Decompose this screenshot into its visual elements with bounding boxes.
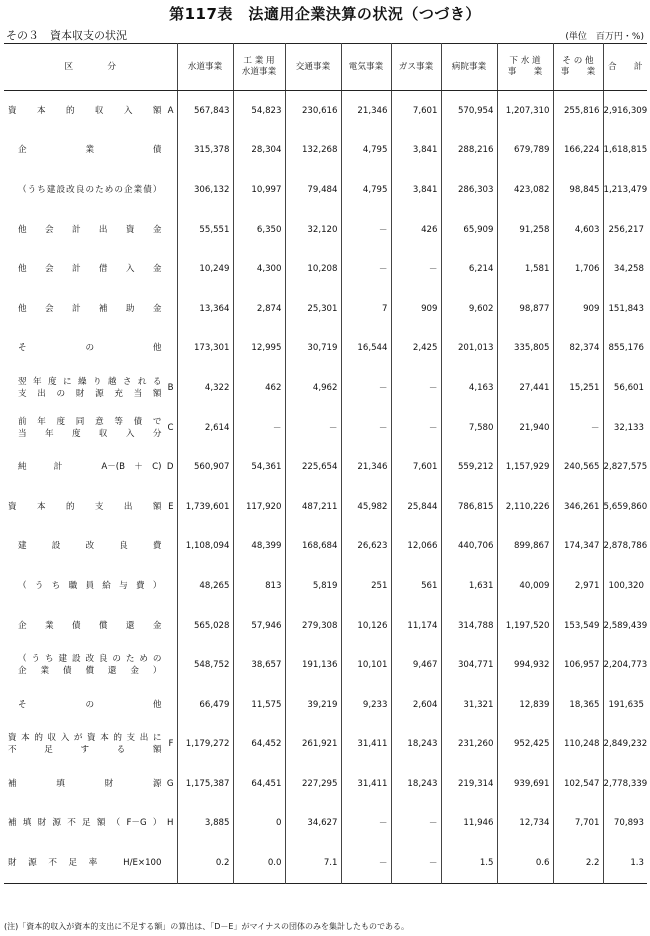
value-cell: 166,224 bbox=[553, 131, 603, 171]
value-cell: 1,179,272 bbox=[177, 725, 233, 765]
row-label bbox=[4, 764, 177, 804]
table-header-row bbox=[4, 44, 647, 91]
table-body bbox=[4, 91, 647, 884]
table-row bbox=[4, 249, 647, 289]
row-label-text: （うち建設改良のための企業債） bbox=[18, 184, 162, 195]
value-cell: 98,877 bbox=[497, 289, 553, 329]
value-cell: 201,013 bbox=[441, 329, 497, 369]
value-cell: 314,788 bbox=[441, 606, 497, 646]
row-label bbox=[4, 685, 177, 725]
row-label bbox=[4, 249, 177, 289]
value-cell: 1,631 bbox=[441, 566, 497, 606]
value-cell: 191,136 bbox=[285, 645, 341, 685]
table-row bbox=[4, 606, 647, 646]
header-column: 工 業 用 水道事業 bbox=[233, 44, 285, 91]
value-cell: － bbox=[391, 249, 441, 289]
value-cell: 565,028 bbox=[177, 606, 233, 646]
value-cell: 153,549 bbox=[553, 606, 603, 646]
value-cell: 2,589,439 bbox=[603, 606, 647, 646]
value-cell: 2,878,786 bbox=[603, 527, 647, 567]
value-cell: 57,946 bbox=[233, 606, 285, 646]
value-cell: 346,261 bbox=[553, 487, 603, 527]
value-cell: 261,921 bbox=[285, 725, 341, 765]
value-cell: 567,843 bbox=[177, 91, 233, 131]
value-cell: 55,551 bbox=[177, 210, 233, 250]
row-label bbox=[4, 447, 177, 487]
row-code: E bbox=[168, 501, 174, 512]
value-cell: 225,654 bbox=[285, 447, 341, 487]
row-label-text: 資 本 的 収 入 額 bbox=[8, 105, 162, 116]
row-code: H bbox=[167, 818, 174, 829]
value-cell: － bbox=[341, 368, 391, 408]
row-label-text: そ の 他 bbox=[18, 343, 162, 354]
value-cell: 286,303 bbox=[441, 170, 497, 210]
table-row bbox=[4, 329, 647, 369]
value-cell: 2.2 bbox=[553, 843, 603, 883]
value-cell: 2,204,773 bbox=[603, 645, 647, 685]
value-cell: 48,265 bbox=[177, 566, 233, 606]
value-cell: 34,258 bbox=[603, 249, 647, 289]
value-cell: 7,601 bbox=[391, 447, 441, 487]
row-label bbox=[4, 843, 177, 883]
value-cell: 1,175,387 bbox=[177, 764, 233, 804]
value-cell: 4,163 bbox=[441, 368, 497, 408]
value-cell: 7,601 bbox=[391, 91, 441, 131]
value-cell: － bbox=[341, 843, 391, 883]
value-cell: － bbox=[341, 804, 391, 844]
value-cell: 11,575 bbox=[233, 685, 285, 725]
value-cell: 5,819 bbox=[285, 566, 341, 606]
value-cell: 34,627 bbox=[285, 804, 341, 844]
row-label-text: 翌年度に繰り越される bbox=[18, 376, 162, 387]
table-row bbox=[4, 447, 647, 487]
table-row bbox=[4, 725, 647, 765]
value-cell: 306,132 bbox=[177, 170, 233, 210]
value-cell: 6,214 bbox=[441, 249, 497, 289]
row-code: C bbox=[167, 422, 174, 433]
value-cell: － bbox=[391, 843, 441, 883]
value-cell: 10,101 bbox=[341, 645, 391, 685]
value-cell: 0.2 bbox=[177, 843, 233, 883]
value-cell: 256,217 bbox=[603, 210, 647, 250]
value-cell: 32,120 bbox=[285, 210, 341, 250]
value-cell: 1,213,479 bbox=[603, 170, 647, 210]
value-cell: 18,365 bbox=[553, 685, 603, 725]
value-cell: 13,364 bbox=[177, 289, 233, 329]
value-cell: 1,108,094 bbox=[177, 527, 233, 567]
value-cell: 786,815 bbox=[441, 487, 497, 527]
row-label-text: 補填財源不足額（F－G） bbox=[8, 818, 162, 829]
footnote: (注)「資本的収入が資本的支出に不足する額」の算出は、「D－E」がマイナスの団体のみを集計したものである。 bbox=[4, 922, 409, 931]
value-cell: 11,946 bbox=[441, 804, 497, 844]
row-code: A bbox=[167, 105, 174, 116]
table-row bbox=[4, 91, 647, 131]
value-cell: 21,940 bbox=[497, 408, 553, 448]
value-cell: － bbox=[391, 408, 441, 448]
value-cell: 31,321 bbox=[441, 685, 497, 725]
value-cell: 102,547 bbox=[553, 764, 603, 804]
value-cell: 70,893 bbox=[603, 804, 647, 844]
value-cell: 2,916,309 bbox=[603, 91, 647, 131]
value-cell: 4,795 bbox=[341, 170, 391, 210]
row-label bbox=[4, 725, 177, 765]
table-row bbox=[4, 645, 647, 685]
value-cell: 38,657 bbox=[233, 645, 285, 685]
row-label-text: 純 計 A－(B＋C) bbox=[18, 462, 162, 473]
value-cell: 561 bbox=[391, 566, 441, 606]
value-cell: 12,734 bbox=[497, 804, 553, 844]
row-label bbox=[4, 210, 177, 250]
value-cell: 4,962 bbox=[285, 368, 341, 408]
value-cell: 106,957 bbox=[553, 645, 603, 685]
value-cell: 9,233 bbox=[341, 685, 391, 725]
row-label-text: 他 会 計 出 資 金 bbox=[18, 224, 162, 235]
value-cell: 440,706 bbox=[441, 527, 497, 567]
row-label-text: 当年度収入分 bbox=[18, 428, 162, 439]
table-row bbox=[4, 368, 647, 408]
value-cell: 909 bbox=[391, 289, 441, 329]
value-cell: 173,301 bbox=[177, 329, 233, 369]
value-cell: 30,719 bbox=[285, 329, 341, 369]
value-cell: 174,347 bbox=[553, 527, 603, 567]
row-label bbox=[4, 487, 177, 527]
value-cell: － bbox=[391, 368, 441, 408]
value-cell: 54,361 bbox=[233, 447, 285, 487]
value-cell: 909 bbox=[553, 289, 603, 329]
value-cell: 4,795 bbox=[341, 131, 391, 171]
value-cell: 679,789 bbox=[497, 131, 553, 171]
value-cell: 7,701 bbox=[553, 804, 603, 844]
value-cell: － bbox=[391, 804, 441, 844]
row-label bbox=[4, 566, 177, 606]
value-cell: 1,618,815 bbox=[603, 131, 647, 171]
row-label-text: 補 填 財 源 bbox=[8, 778, 162, 789]
value-cell: 27,441 bbox=[497, 368, 553, 408]
value-cell: 21,346 bbox=[341, 447, 391, 487]
value-cell: 335,805 bbox=[497, 329, 553, 369]
value-cell: 45,982 bbox=[341, 487, 391, 527]
value-cell: 39,219 bbox=[285, 685, 341, 725]
value-cell: 279,308 bbox=[285, 606, 341, 646]
value-cell: 48,399 bbox=[233, 527, 285, 567]
table-row bbox=[4, 566, 647, 606]
table-row bbox=[4, 170, 647, 210]
value-cell: 91,258 bbox=[497, 210, 553, 250]
value-cell: 855,176 bbox=[603, 329, 647, 369]
value-cell: 813 bbox=[233, 566, 285, 606]
table-row bbox=[4, 131, 647, 171]
value-cell: 64,451 bbox=[233, 764, 285, 804]
value-cell: 939,691 bbox=[497, 764, 553, 804]
value-cell: － bbox=[233, 408, 285, 448]
value-cell: 21,346 bbox=[341, 91, 391, 131]
value-cell: 16,544 bbox=[341, 329, 391, 369]
row-label-text: 不足する額 bbox=[8, 745, 162, 756]
row-label-text: 資 本 的 支 出 額 bbox=[8, 501, 162, 512]
value-cell: 54,823 bbox=[233, 91, 285, 131]
value-cell: 79,484 bbox=[285, 170, 341, 210]
value-cell: 10,208 bbox=[285, 249, 341, 289]
value-cell: － bbox=[341, 249, 391, 289]
value-cell: 487,211 bbox=[285, 487, 341, 527]
row-code: F bbox=[168, 739, 174, 750]
value-cell: 1,581 bbox=[497, 249, 553, 289]
value-cell: 31,411 bbox=[341, 764, 391, 804]
value-cell: － bbox=[341, 408, 391, 448]
value-cell: 0.0 bbox=[233, 843, 285, 883]
value-cell: 98,845 bbox=[553, 170, 603, 210]
row-label-text: （うち職員給与費） bbox=[18, 580, 162, 591]
value-cell: 26,623 bbox=[341, 527, 391, 567]
row-label bbox=[4, 408, 177, 448]
table-row bbox=[4, 843, 647, 883]
value-cell: 2,425 bbox=[391, 329, 441, 369]
table-row bbox=[4, 527, 647, 567]
value-cell: 9,602 bbox=[441, 289, 497, 329]
value-cell: 18,243 bbox=[391, 764, 441, 804]
value-cell: 40,009 bbox=[497, 566, 553, 606]
value-cell: 219,314 bbox=[441, 764, 497, 804]
value-cell: 25,301 bbox=[285, 289, 341, 329]
table-row bbox=[4, 487, 647, 527]
table-row bbox=[4, 289, 647, 329]
value-cell: 0 bbox=[233, 804, 285, 844]
table-row bbox=[4, 210, 647, 250]
value-cell: 2,778,339 bbox=[603, 764, 647, 804]
table-row bbox=[4, 408, 647, 448]
value-cell: 4,300 bbox=[233, 249, 285, 289]
value-cell: 117,920 bbox=[233, 487, 285, 527]
value-cell: 231,260 bbox=[441, 725, 497, 765]
header-column: 交通事業 bbox=[285, 44, 341, 91]
value-cell: 65,909 bbox=[441, 210, 497, 250]
row-label bbox=[4, 289, 177, 329]
header-column: 下 水 道 事 業 bbox=[497, 44, 553, 91]
value-cell: 32,133 bbox=[603, 408, 647, 448]
value-cell: 7.1 bbox=[285, 843, 341, 883]
header-column: 電気事業 bbox=[341, 44, 391, 91]
value-cell: － bbox=[341, 210, 391, 250]
value-cell: 1.5 bbox=[441, 843, 497, 883]
value-cell: 426 bbox=[391, 210, 441, 250]
value-cell: 64,452 bbox=[233, 725, 285, 765]
value-cell: 4,603 bbox=[553, 210, 603, 250]
page-title: 第117表 法適用企業決算の状況（つづき） bbox=[169, 5, 481, 23]
capital-balance-table bbox=[4, 43, 647, 884]
value-cell: 1,706 bbox=[553, 249, 603, 289]
value-cell: 1,157,929 bbox=[497, 447, 553, 487]
value-cell: 25,844 bbox=[391, 487, 441, 527]
value-cell: 9,467 bbox=[391, 645, 441, 685]
value-cell: 255,816 bbox=[553, 91, 603, 131]
row-label bbox=[4, 804, 177, 844]
header-column: 病院事業 bbox=[441, 44, 497, 91]
value-cell: － bbox=[553, 408, 603, 448]
value-cell: 18,243 bbox=[391, 725, 441, 765]
value-cell: 462 bbox=[233, 368, 285, 408]
value-cell: 7,580 bbox=[441, 408, 497, 448]
row-label-text: 企業債償還金） bbox=[18, 666, 162, 677]
value-cell: 82,374 bbox=[553, 329, 603, 369]
row-label-text: 財源不足率 H/E×100 bbox=[8, 858, 162, 869]
value-cell: 2,971 bbox=[553, 566, 603, 606]
unit-label: (単位 百万円・%) bbox=[565, 32, 644, 42]
row-label bbox=[4, 645, 177, 685]
header-column: 水道事業 bbox=[177, 44, 233, 91]
value-cell: 423,082 bbox=[497, 170, 553, 210]
row-label bbox=[4, 527, 177, 567]
row-label-text: 他 会 計 借 入 金 bbox=[18, 264, 162, 275]
value-cell: 2,849,232 bbox=[603, 725, 647, 765]
value-cell: 2,614 bbox=[177, 408, 233, 448]
row-label-text: 資本的収入が資本的支出に bbox=[8, 733, 162, 744]
value-cell: 132,268 bbox=[285, 131, 341, 171]
value-cell: 12,995 bbox=[233, 329, 285, 369]
row-label bbox=[4, 131, 177, 171]
value-cell: 0.6 bbox=[497, 843, 553, 883]
row-label-text: 他 会 計 補 助 金 bbox=[18, 303, 162, 314]
value-cell: 570,954 bbox=[441, 91, 497, 131]
value-cell: 2,874 bbox=[233, 289, 285, 329]
value-cell: 7 bbox=[341, 289, 391, 329]
value-cell: 66,479 bbox=[177, 685, 233, 725]
value-cell: － bbox=[285, 408, 341, 448]
value-cell: 15,251 bbox=[553, 368, 603, 408]
value-cell: 994,932 bbox=[497, 645, 553, 685]
value-cell: 1.3 bbox=[603, 843, 647, 883]
row-label-text: 企 業 債 bbox=[18, 145, 162, 156]
header-column: ガス事業 bbox=[391, 44, 441, 91]
value-cell: 3,841 bbox=[391, 131, 441, 171]
row-label bbox=[4, 329, 177, 369]
value-cell: 251 bbox=[341, 566, 391, 606]
value-cell: 12,839 bbox=[497, 685, 553, 725]
value-cell: 11,174 bbox=[391, 606, 441, 646]
table-row bbox=[4, 685, 647, 725]
value-cell: 10,997 bbox=[233, 170, 285, 210]
row-label-text: 建 設 改 良 費 bbox=[18, 541, 162, 552]
row-label-text: 企 業 債 償 還 金 bbox=[18, 620, 162, 631]
value-cell: 2,110,226 bbox=[497, 487, 553, 527]
value-cell: 10,126 bbox=[341, 606, 391, 646]
header-column: そ の 他 事 業 bbox=[553, 44, 603, 91]
value-cell: 56,601 bbox=[603, 368, 647, 408]
value-cell: 227,295 bbox=[285, 764, 341, 804]
row-label-text: （うち建設改良のための bbox=[18, 654, 162, 665]
row-label bbox=[4, 91, 177, 131]
row-label bbox=[4, 606, 177, 646]
row-label-text: 支出の財源充当額 bbox=[18, 388, 162, 399]
value-cell: 3,885 bbox=[177, 804, 233, 844]
value-cell: 315,378 bbox=[177, 131, 233, 171]
value-cell: 151,843 bbox=[603, 289, 647, 329]
header-category: 区 分 bbox=[4, 44, 177, 91]
value-cell: 240,565 bbox=[553, 447, 603, 487]
value-cell: 2,604 bbox=[391, 685, 441, 725]
value-cell: 110,248 bbox=[553, 725, 603, 765]
value-cell: 6,350 bbox=[233, 210, 285, 250]
value-cell: 559,212 bbox=[441, 447, 497, 487]
row-label bbox=[4, 170, 177, 210]
value-cell: 100,320 bbox=[603, 566, 647, 606]
table-row bbox=[4, 764, 647, 804]
row-label-text: 前年度同意等債で bbox=[18, 416, 162, 427]
value-cell: 4,322 bbox=[177, 368, 233, 408]
value-cell: 304,771 bbox=[441, 645, 497, 685]
value-cell: 1,739,601 bbox=[177, 487, 233, 527]
section-subtitle: その３ 資本収支の状況 bbox=[6, 29, 127, 42]
value-cell: 31,411 bbox=[341, 725, 391, 765]
value-cell: 1,207,310 bbox=[497, 91, 553, 131]
header-column: 合 計 bbox=[603, 44, 647, 91]
value-cell: 560,907 bbox=[177, 447, 233, 487]
value-cell: 10,249 bbox=[177, 249, 233, 289]
row-code: B bbox=[167, 382, 174, 393]
value-cell: 3,841 bbox=[391, 170, 441, 210]
value-cell: 168,684 bbox=[285, 527, 341, 567]
value-cell: 12,066 bbox=[391, 527, 441, 567]
row-label bbox=[4, 368, 177, 408]
value-cell: 28,304 bbox=[233, 131, 285, 171]
row-label-text: そ の 他 bbox=[18, 699, 162, 710]
row-code: G bbox=[166, 778, 174, 789]
value-cell: 288,216 bbox=[441, 131, 497, 171]
table-row bbox=[4, 804, 647, 844]
row-code: D bbox=[166, 462, 174, 473]
value-cell: 5,659,860 bbox=[603, 487, 647, 527]
value-cell: 548,752 bbox=[177, 645, 233, 685]
value-cell: 2,827,575 bbox=[603, 447, 647, 487]
value-cell: 952,425 bbox=[497, 725, 553, 765]
value-cell: 899,867 bbox=[497, 527, 553, 567]
value-cell: 230,616 bbox=[285, 91, 341, 131]
value-cell: 1,197,520 bbox=[497, 606, 553, 646]
value-cell: 191,635 bbox=[603, 685, 647, 725]
